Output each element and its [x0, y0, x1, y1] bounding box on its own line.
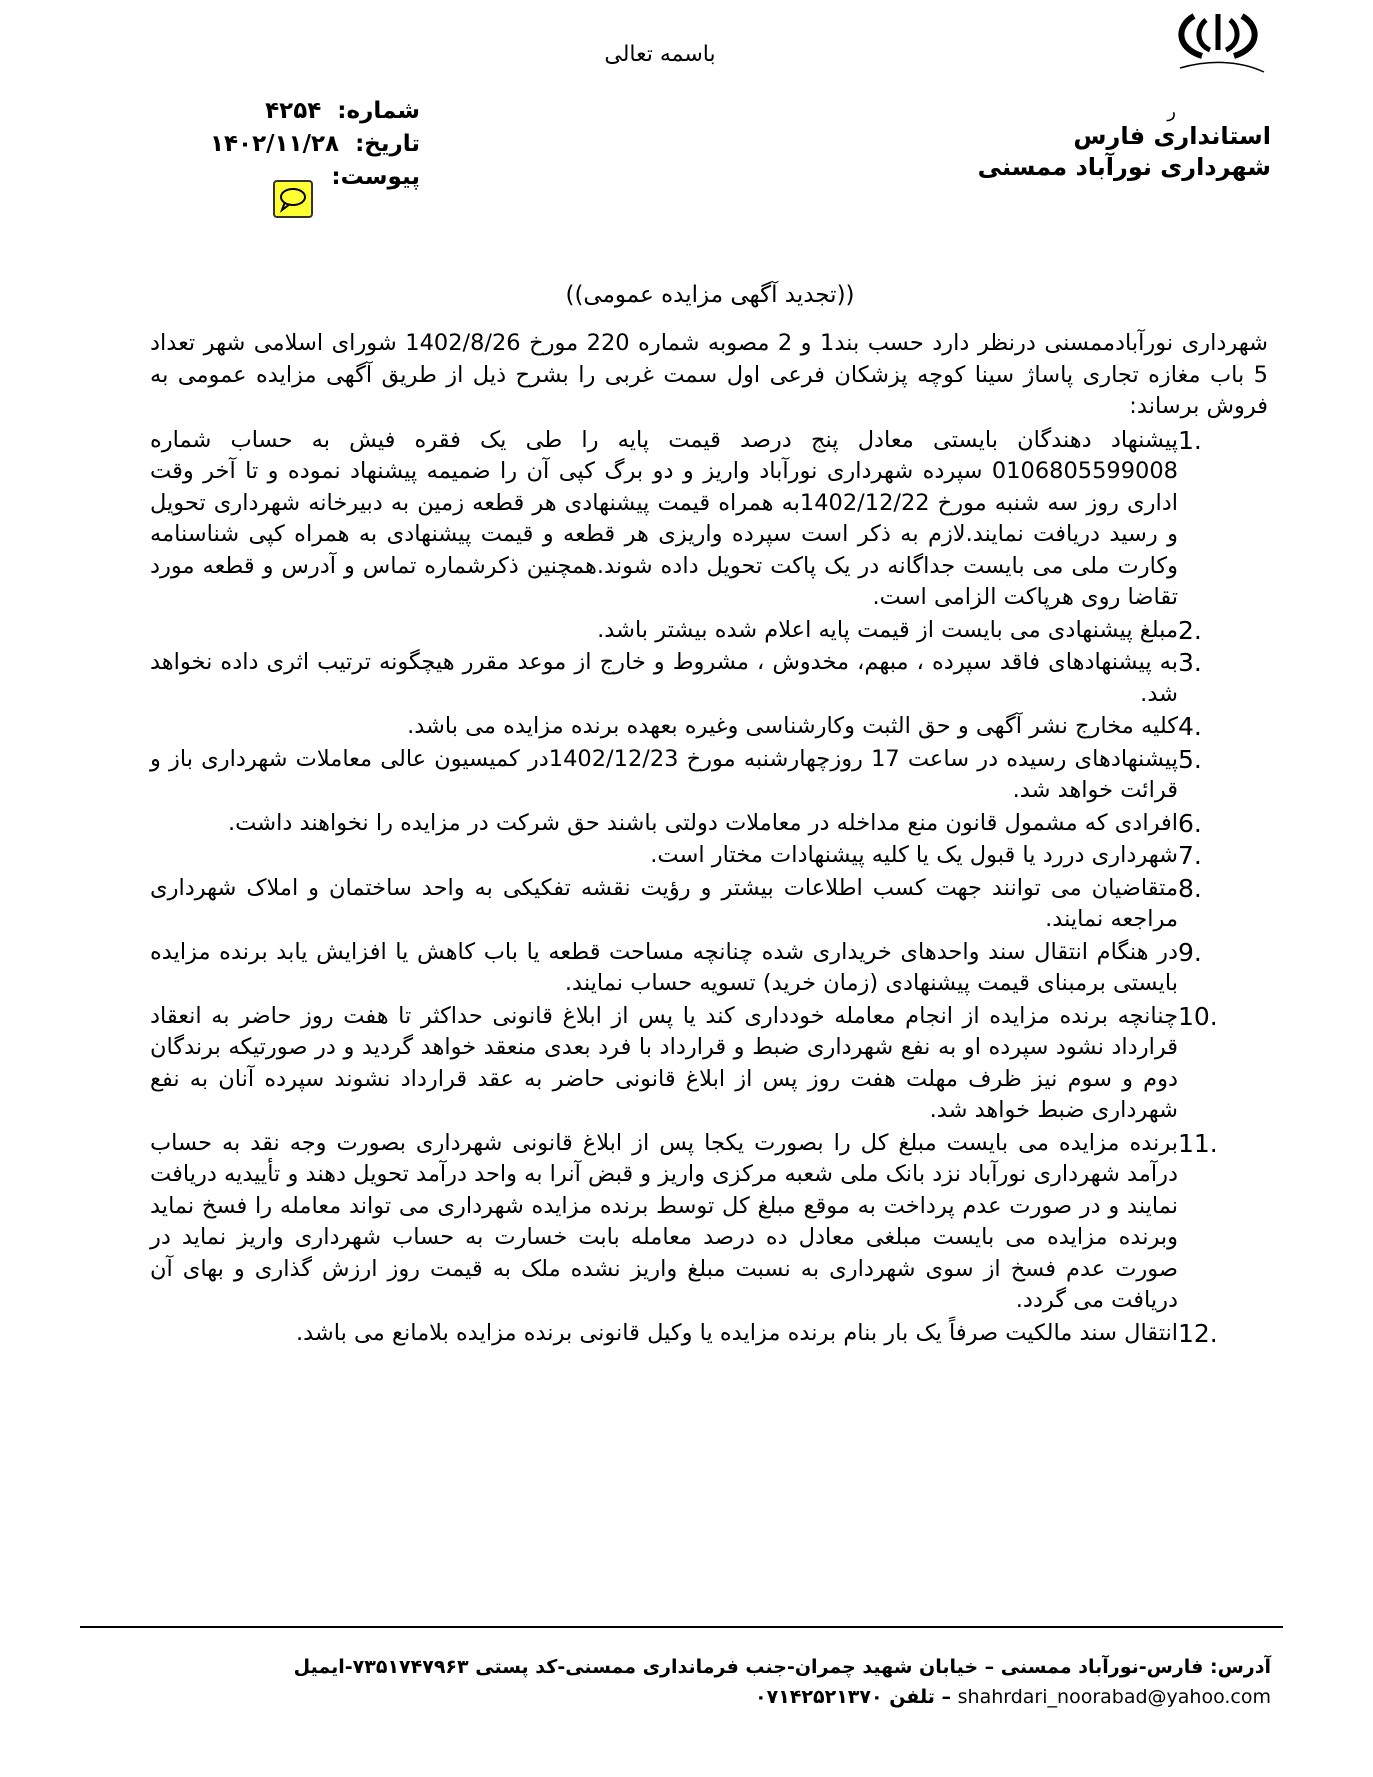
condition-number: 5. [1178, 744, 1202, 774]
organization-block [978, 103, 1271, 183]
condition-item [150, 711, 1226, 743]
condition-text: پیشنهادهای رسیده در ساعت 17 روزچهارشنبه مورخ 1402/12/23در کمیسیون عالی معاملات شهرداری باز و قرائت خواهد شد. [150, 745, 1178, 803]
comment-icon[interactable] [273, 180, 313, 218]
document-body [150, 328, 1268, 1350]
condition-number: 1. [1178, 425, 1202, 455]
phone-text: – تلفن ۰۷۱۴۲۵۲۱۳۷۰ [755, 1686, 951, 1708]
condition-text: پیشنهاد دهندگان بایستی معادل پنج درصد قیمت پایه را طی یک فقره فیش به حساب شماره 0106805599008 سپرده شهرداری نورآباد واریز و دو برگ کپی آن را ضمیمه پیشنهاد نموده و تا آخر وقت اداری روز سه شنبه مورخ 1402/12/22به همراه قیمت پیشنهادی هر قطعه زمین به دبیرخانه شهرداری تحویل و رسید دریافت نمایند.لازم به ذکر است سپرده واریزی هر قطعه و قیمت پیشنهادی به همراه کپی شناسنامه وکارت ملی می بایست جداگانه در یک پاکت تحویل داده شوند.همچنین ذکرشماره تماس و آدرس و قطعه مورد تقاضا روی هرپاکت الزامی است. [150, 426, 1178, 610]
org-province: استانداری فارس [1073, 122, 1271, 150]
condition-text: چنانچه برنده مزایده از انجام معامله خودداری کند یا پس از ابلاغ قانونی حداکثر تا هفت روز حاضر به انعقاد قرارداد نشود سپرده او به نفع شهرداری ضبط و قرارداد با فرد بعدی منعقد خواهد گردید و در صورتیکه برندگان دوم و سوم نیز ظرف مهلت هفت روز پس از ابلاغ قانونی حاضر به عقد قرارداد نشوند سپرده آنان به نفع شهرداری ضبط خواهد شد. [150, 1002, 1178, 1123]
condition-item [150, 840, 1226, 872]
number-value: ۴۲۵۴ [265, 98, 322, 124]
email-text[interactable]: shahrdari_noorabad@yahoo.com [957, 1686, 1271, 1708]
condition-item [150, 1001, 1226, 1127]
number-row [170, 95, 420, 128]
condition-text: انتقال سند مالکیت صرفاً یک بار بنام برنده مزایده یا وکیل قانونی برنده مزایده بلامانع می باشد. [295, 1319, 1178, 1346]
condition-item [150, 744, 1226, 807]
contact-line [271, 1682, 1271, 1712]
condition-item [150, 1318, 1226, 1350]
condition-text: مبلغ پیشنهادی می بایست از قیمت پایه اعلام شده بیشتر باشد. [597, 616, 1178, 643]
condition-text: در هنگام انتقال سند واحدهای خریداری شده چنانچه مساحت قطعه یا باب کاهش یا افزایش یابد برنده مزایده بایستی برمبنای قیمت پیشنهادی (زمان خرید) تسویه حساب نمایند. [150, 938, 1178, 996]
date-label: تاریخ: [355, 131, 420, 157]
address-line: آدرس: فارس-نورآباد ممسنی – خیابان شهید چمران-جنب فرمانداری ممسنی-کد پستی ۷۳۵۱۷۴۷۹۶۳-ایمیل [293, 1656, 1271, 1678]
org-mark: ر [1167, 101, 1176, 122]
attachment-label: پیوست: [331, 164, 420, 190]
condition-text: متقاضیان می توانند جهت کسب اطلاعات بیشتر و رؤیت نقشه تفکیکی به واحد ساختمان و املاک شهرداری مراجعه نمایند. [150, 874, 1178, 932]
number-label: شماره: [337, 98, 420, 124]
org-municipality: شهرداری نورآباد ممسنی [977, 153, 1271, 181]
condition-number: 7. [1178, 841, 1202, 870]
condition-number: 12. [1178, 1318, 1218, 1348]
condition-item [150, 425, 1226, 614]
condition-number: 6. [1178, 808, 1202, 838]
date-row [170, 128, 420, 161]
condition-number: 4. [1178, 712, 1202, 741]
condition-item [150, 808, 1226, 840]
footer-address [271, 1652, 1271, 1712]
condition-number: 2. [1178, 615, 1202, 645]
condition-item [150, 615, 1226, 647]
condition-item [150, 647, 1226, 710]
conditions-list [150, 425, 1226, 1350]
condition-text: به پیشنهادهای فاقد سپرده ، مبهم، مخدوش ، مشروط و خارج از موعد مقرر هیچگونه ترتیب اثری داده نخواهد شد. [150, 649, 1178, 707]
condition-item [150, 937, 1226, 1000]
bismillah-heading: باسمه تعالی [604, 42, 716, 67]
condition-number: 10. [1178, 1001, 1218, 1031]
footer-divider [80, 1626, 1283, 1628]
condition-text: شهرداری دررد یا قبول یک یا کلیه پیشنهادات مختار است. [650, 842, 1178, 868]
condition-text: افرادی که مشمول قانون منع مداخله در معاملات دولتی باشند حق شرکت در مزایده را نخواهند داشت. [228, 809, 1178, 836]
emblem-logo [1158, 10, 1278, 80]
condition-number: 8. [1178, 873, 1202, 903]
condition-item [150, 873, 1226, 936]
condition-number: 3. [1178, 648, 1202, 677]
condition-number: 11. [1178, 1128, 1218, 1158]
condition-number: 9. [1178, 937, 1202, 967]
intro-paragraph: شهرداری نورآبادممسنی درنظر دارد حسب بند1 و 2 مصوبه شماره 220 مورخ 1402/8/26 شورای اسلامی شهر تعداد 5 باب مغازه تجاری پاساژ سینا کوچه پزشکان فرعی اول سمت غربی را بشرح ذیل از طریق آگهی مزایده عمومی به فروش برساند: [150, 330, 1269, 419]
condition-text: برنده مزایده می بایست مبلغ کل را بصورت یکجا پس از ابلاغ قانونی شهرداری بصورت وجه نقد به حساب درآمد شهرداری نورآباد نزد بانک ملی شعبه مرکزی واریز و قبض آنرا به واحد درآمد تحویل دهند و تأییدیه دریافت نمایند و در صورت عدم پرداخت به موقع مبلغ کل توسط برنده مزایده شهرداری می تواند معامله را فسخ نماید وبرنده مزایده می بایست مبلغی معادل ده درصد معامله بابت خسارت به حساب شهرداری واریز نماید در صورت عدم فسخ از سوی شهرداری به نسبت مبلغ واریز نشده ملک به قیمت روز ارزش گذاری و بهای آن دریافت می گردد. [150, 1129, 1178, 1313]
condition-text: کلیه مخارج نشر آگهی و حق الثبت وکارشناسی وغیره بعهده برنده مزایده می باشد. [407, 713, 1178, 739]
date-value: ۱۴۰۲/۱۱/۲۸ [209, 131, 340, 157]
document-title: ((تجدید آگهی مزایده عمومی)) [565, 282, 855, 308]
condition-item [150, 1128, 1226, 1317]
